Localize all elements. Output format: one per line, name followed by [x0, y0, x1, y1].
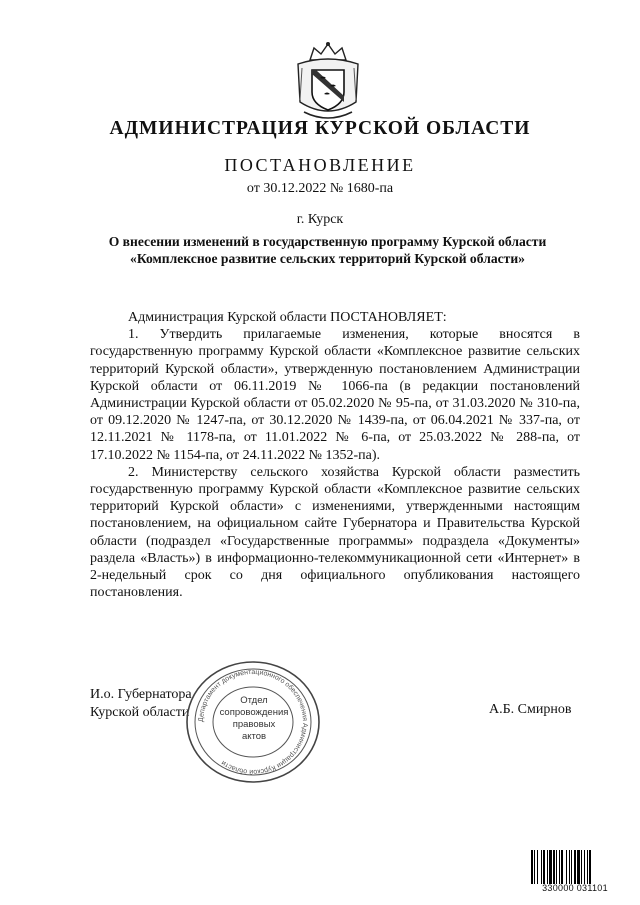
document-body — [90, 309, 580, 601]
stamp-line: актов — [241, 731, 267, 742]
document-title-line-2: «Комплексное развитие сельских территорий Курской области» — [130, 251, 525, 266]
signatory-name: А.Б. Смирнов — [489, 702, 572, 717]
stamp-ring-text: Департамент документационного обеспечения Администрации Курской области — [197, 668, 309, 776]
stamp-line: правовых — [232, 719, 276, 730]
signatory-position — [90, 686, 192, 721]
city: г. Курск — [296, 212, 344, 227]
agency-name: АДМИНИСТРАЦИЯ КУРСКОЙ ОБЛАСТИ — [109, 118, 531, 139]
stamp-line: сопровождения — [219, 707, 289, 718]
signatory-position-line-1: И.о. Губернатора — [90, 687, 192, 702]
document-date-number: от 30.12.2022 № 1680-па — [246, 181, 394, 196]
document-title — [70, 233, 585, 267]
coat-of-arms-emblem — [290, 40, 366, 126]
barcode-number: 330000 031101 — [542, 883, 608, 893]
document-title-line-1: О внесении изменений в государственную программу Курской области — [108, 234, 547, 249]
document-type: ПОСТАНОВЛЕНИЕ — [224, 155, 416, 175]
signatory-position-line-2: Курской области — [90, 704, 190, 720]
stamp-line: Отдел — [240, 695, 268, 706]
resolution-item-1: 1. Утвердить прилагаемые изменения, которые вносятся в государственную программу Курской области «Комплексное развитие сельских территорий Курской области», утвержденную постановлением Администрации Курской области от 06.11.2019 № 1066-па (в редакции постановлений Администрации Курской области от 05.02.2020 № 95-па, от 31.03.2020 № 310-па, от 09.12.2020 № 1247-па, от 30.12.2020 № 1439-па, от 06.04.2021 № 337-па, от 12.11.2021 № 1178-па, от 11.01.2022 № 6-па, от 25.03.2022 № 288-па, от 17.10.2022 № 1154-па, от 24.11.2022 № 1352-па). — [90, 327, 580, 463]
resolution-item-2: 2. Министерству сельского хозяйства Курской области разместить государственную программу Курской области «Комплексное развитие сельских территорий Курской области» с изменениями, утвержденными настоящим постановлением, на официальном сайте Губернатора и Правительства Курской области (подраздел «Государственные программы» подраздела «Документы» раздела «Власть») в информационно-телекоммуникационной сети «Интернет» в 2-недельный срок со дня официального опубликования настоящего постановления. — [90, 464, 580, 601]
stamp-center-text — [211, 695, 297, 743]
preamble: Администрация Курской области ПОСТАНОВЛЯЕТ: — [128, 310, 447, 325]
